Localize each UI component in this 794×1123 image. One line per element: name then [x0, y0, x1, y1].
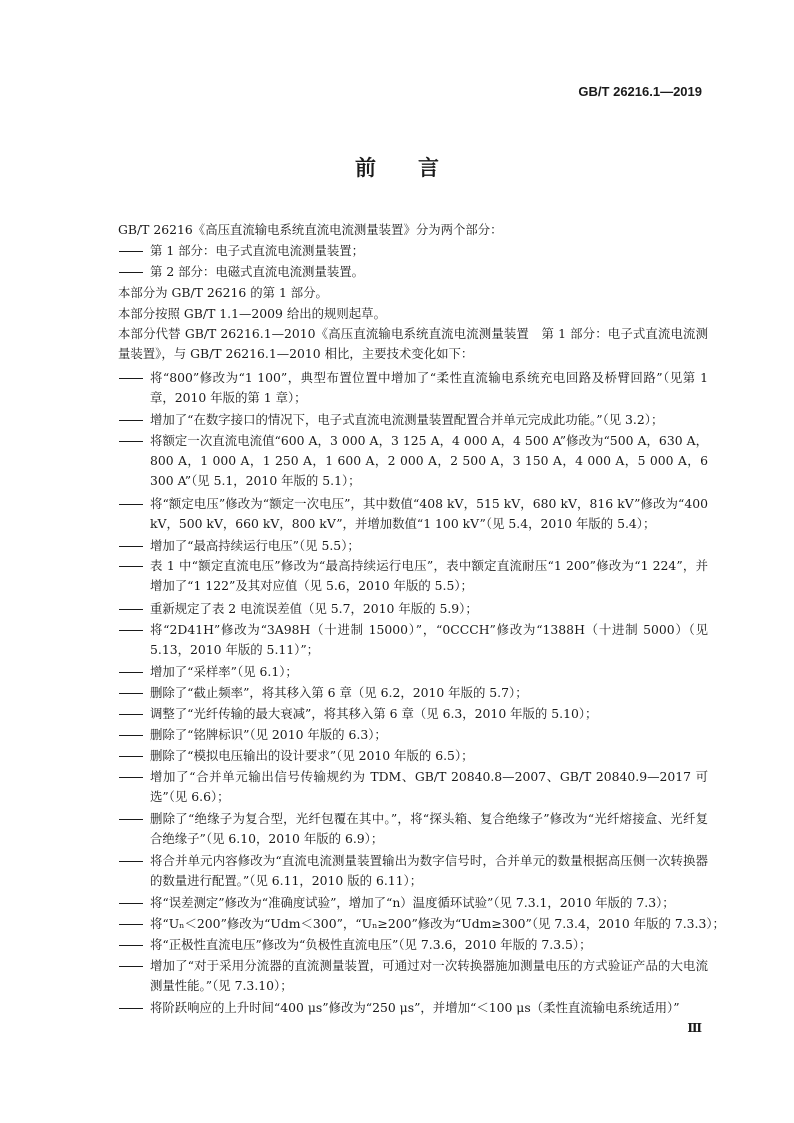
- part-list-text: 第 1 部分：电子式直流电流测量装置；: [150, 243, 365, 258]
- page-title: 前言: [355, 155, 481, 180]
- change-text: 删除了“模拟电压输出的设计要求”（见 2010 年版的 6.5）；: [150, 748, 474, 763]
- change-text: 将“Uₙ＜200”修改为“Udm＜300”，“Uₙ≥200”修改为“Udm≥300”（见 7.3.4，2010 年版的 7.3.3）；: [150, 916, 725, 931]
- change-item: [118, 683, 708, 703]
- change-item: [118, 368, 708, 408]
- change-item: [118, 536, 708, 556]
- change-text: 增加了“对于采用分流器的直流测量装置，可通过对一次转换器施加测量电压的方式验证产品的大电流测量性能。”（见 7.3.10）；: [150, 958, 708, 993]
- change-item: [118, 746, 708, 766]
- change-item: [118, 620, 708, 660]
- change-item: [118, 851, 708, 891]
- part-list-item: [118, 241, 708, 261]
- intro-paragraph: 本部分为 GB/T 26216 的第 1 部分。: [118, 285, 328, 300]
- change-item: [118, 556, 708, 596]
- intro-paragraph: 本部分按照 GB/T 1.1—2009 给出的规则起草。: [118, 306, 386, 321]
- part-list-item: [118, 262, 708, 282]
- change-text: 将“800”修改为“1 100”，典型布置位置中增加了“柔性直流输电系统充电回路及桥臂回路”（见第 1 章，2010 年版的第 1 章）；: [150, 370, 708, 405]
- change-text: 删除了“截止频率”，将其移入第 6 章（见 6.2，2010 年版的 5.7）；: [150, 685, 528, 700]
- change-item: [118, 893, 708, 913]
- change-item: [118, 662, 708, 682]
- change-text: 删除了“铭牌标识”（见 2010 年版的 6.3）；: [150, 727, 387, 742]
- change-item: [118, 809, 708, 849]
- standard-number: GB/T 26216.1—2019: [578, 84, 702, 99]
- change-item: [118, 998, 708, 1018]
- change-text: 将“2D41H”修改为“3A98H（十进制 15000）”，“0CCCH”修改为“1388H（十进制 5000）（见 5.13，2010 年版的 5.11）”；: [150, 622, 708, 657]
- change-text: 将额定一次直流电流值“600 A，3 000 A，3 125 A，4 000 A，4 500 A”修改为“500 A，630 A，800 A，1 000 A，1 250 A，1 600 A，2 000 A，2 500 A，3 150 A，4 000 A，5 000 A，6 300 A”（见 5.1，2010 年版的 5.1）；: [150, 433, 708, 488]
- change-text: 调整了“光纤传输的最大衰减”，将其移入第 6 章（见 6.3，2010 年版的 5.10）；: [150, 706, 598, 721]
- change-text: 表 1 中“额定直流电压”修改为“最高持续运行电压”，表中额定直流耐压“1 200”修改为“1 224”，并增加了“1 122”及其对应值（见 5.6，2010 年版的 5.5）；: [150, 558, 708, 593]
- change-text: 将“额定电压”修改为“额定一次电压”，其中数值“408 kV，515 kV，680 kV，816 kV”修改为“400 kV，500 kV，660 kV，800 kV”，并增加数值“1 100 kV”（见 5.4，2010 年版的 5.4）；: [150, 496, 708, 531]
- intro-paragraph: GB/T 26216《高压直流输电系统直流电流测量装置》分为两个部分：: [118, 222, 503, 237]
- intro-paragraph: 本部分代替 GB/T 26216.1—2010《高压直流输电系统直流电流测量装置 第 1 部分：电子式直流电流测量装置》，与 GB/T 26216.1—2010 相比，主要技术变化如下：: [118, 326, 708, 361]
- change-text: 重新规定了表 2 电流误差值（见 5.7，2010 年版的 5.9）；: [150, 601, 478, 616]
- change-item: [118, 704, 708, 724]
- change-text: 删除了“绝缘子为复合型，光纤包覆在其中。”，将“探头箱、复合绝缘子”修改为“光纤熔接盒、光纤复合绝缘子”（见 6.10，2010 年版的 6.9）；: [150, 811, 708, 846]
- change-text: 增加了“采样率”（见 6.1）；: [150, 664, 298, 679]
- change-item: [118, 599, 708, 619]
- change-text: 将“正极性直流电压”修改为“负极性直流电压”（见 7.3.6，2010 年版的 7.3.5）；: [150, 937, 592, 952]
- change-text: 增加了“最高持续运行电压”（见 5.5）；: [150, 538, 360, 553]
- change-item: [118, 767, 708, 807]
- change-item: [118, 410, 708, 430]
- change-text: 增加了“在数字接口的情况下，电子式直流电流测量装置配置合并单元完成此功能。”（见 3.2）；: [150, 412, 664, 427]
- part-list-text: 第 2 部分：电磁式直流电流测量装置。: [150, 264, 365, 279]
- change-text: 将阶跃响应的上升时间“400 μs”修改为“250 μs”，并增加“＜100 μs（柔性直流输电系统适用）”: [150, 1000, 680, 1015]
- change-item: [118, 935, 708, 955]
- change-item: [118, 914, 725, 934]
- change-item: [118, 725, 708, 745]
- change-text: 将“误差测定”修改为“准确度试验”，增加了“n）温度循环试验”（见 7.3.1，2010 年版的 7.3）；: [150, 895, 675, 910]
- change-text: 增加了“合并单元输出信号传输规约为 TDM、GB/T 20840.8—2007、GB/T 20840.9—2017 可选”（见 6.6）；: [150, 769, 708, 804]
- change-text: 将合并单元内容修改为“直流电流测量装置输出为数字信号时，合并单元的数量根据高压侧一次转换器的数量进行配置。”（见 6.11，2010 版的 6.11）；: [150, 853, 708, 888]
- change-item: [118, 431, 708, 491]
- page-number: Ⅲ: [687, 1021, 702, 1035]
- change-item: [118, 494, 708, 534]
- change-item: [118, 956, 708, 996]
